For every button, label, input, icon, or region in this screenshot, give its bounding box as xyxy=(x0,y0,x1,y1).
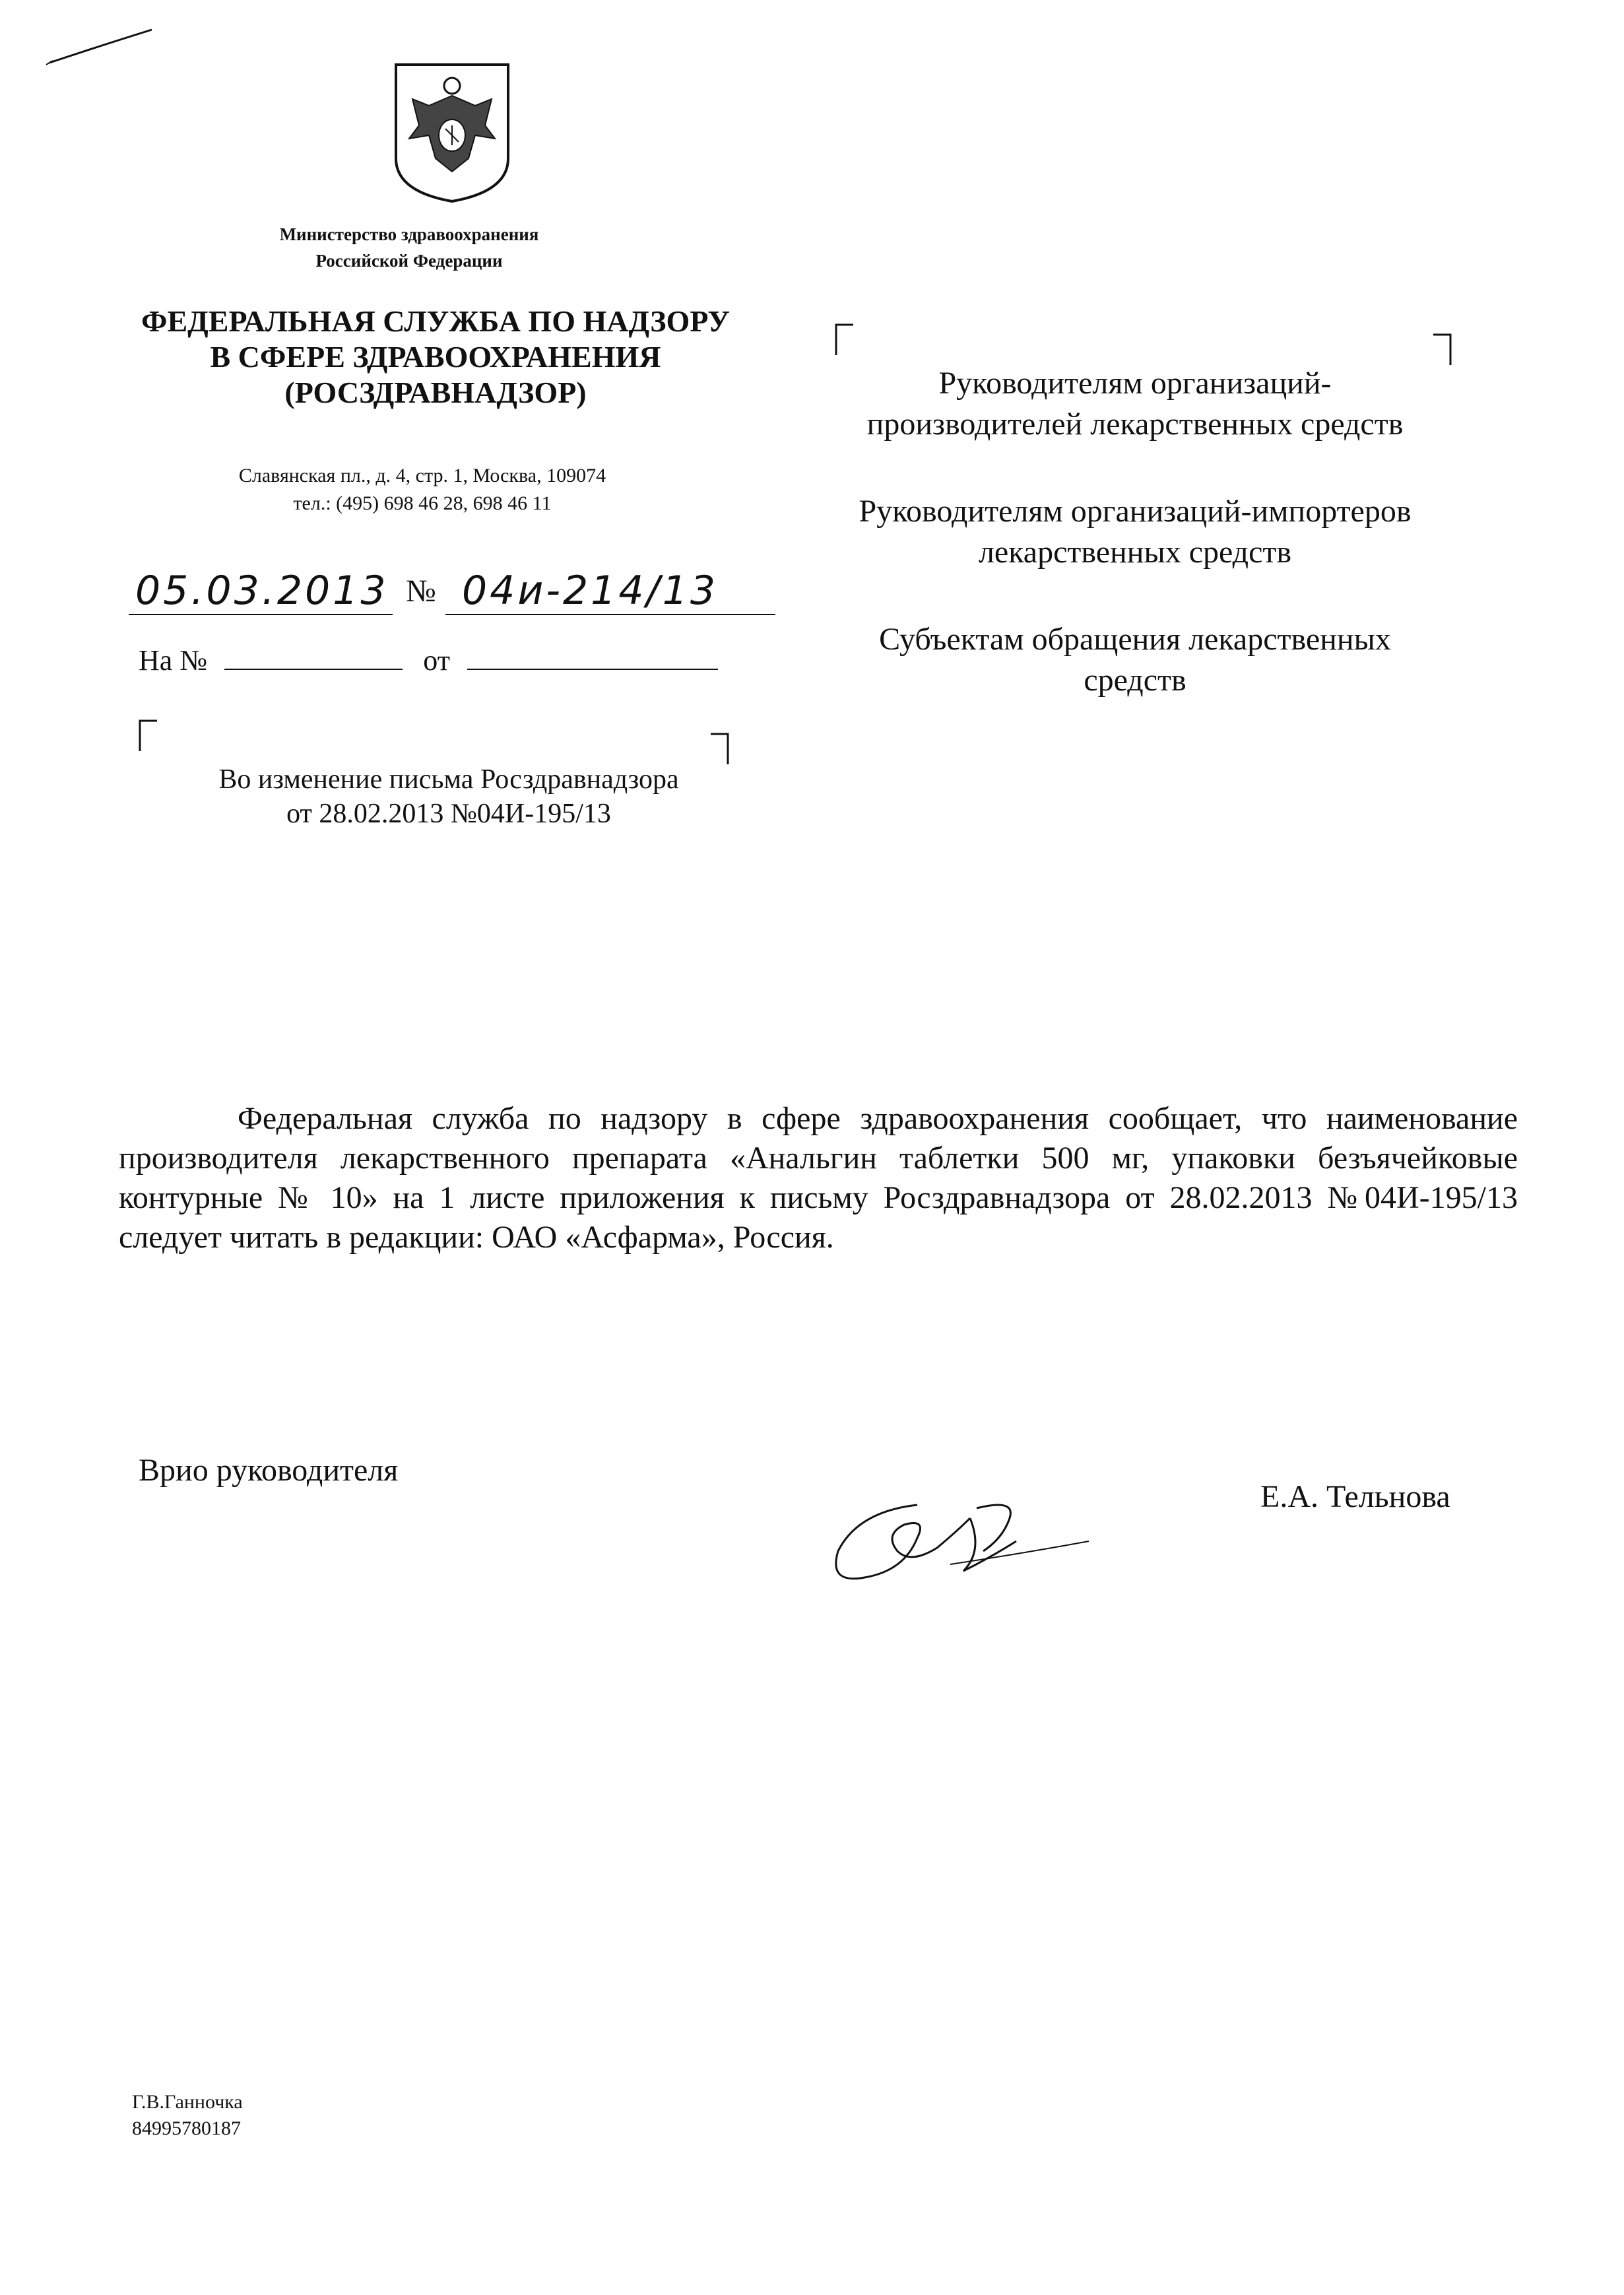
agency-line-2: В СФЕРЕ ЗДРАВООХРАНЕНИЯ xyxy=(210,340,661,374)
recipients-bracket-right xyxy=(1432,333,1452,366)
registration-date-underline xyxy=(129,614,393,615)
ministry-line-2: Российской Федерации xyxy=(315,251,503,271)
registration-number-underline xyxy=(445,614,775,615)
recipient-circulation-subjects: Субъектам обращения лекарственных средств xyxy=(879,622,1391,698)
registration-line xyxy=(129,568,789,620)
subject-line-2: от 28.02.2013 №04И-195/13 xyxy=(286,799,611,829)
subject-line-1: Во изменение письма Росздравнадзора xyxy=(218,764,679,795)
signatory-name: Е.А. Тельнова xyxy=(1260,1479,1450,1514)
executor-info xyxy=(132,2089,243,2142)
recipients-block xyxy=(831,363,1439,747)
address-line-2: тел.: (495) 698 46 28, 698 46 11 xyxy=(293,492,552,514)
recipients-bracket-left xyxy=(835,323,855,356)
ministry-name xyxy=(218,221,601,274)
subject-bracket-right xyxy=(709,733,729,766)
signatory-title: Врио руководителя xyxy=(139,1453,399,1488)
agency-line-1: ФЕДЕРАЛЬНАЯ СЛУЖБА ПО НАДЗОРУ xyxy=(141,304,731,338)
recipient-manufacturers: Руководителям организаций-производителей лекарственных средств xyxy=(866,366,1404,442)
agency-address xyxy=(132,462,713,517)
letter-subject xyxy=(152,762,746,831)
handwritten-signature xyxy=(818,1479,1095,1604)
reply-number-blank xyxy=(224,646,403,670)
recipient-importers: Руководителям организаций-импортеров лекарственных средств xyxy=(859,494,1412,570)
executor-phone: 84995780187 xyxy=(132,2117,241,2139)
agency-line-3: (РОСЗДРАВНАДЗОР) xyxy=(284,376,587,409)
registration-date: 05.03.2013 xyxy=(135,568,389,614)
pen-stroke-mark xyxy=(40,20,158,73)
reply-from-label: от xyxy=(423,644,450,677)
reply-reference-line xyxy=(139,644,718,677)
ministry-line-1: Министерство здравоохранения xyxy=(279,224,539,244)
subject-bracket-left xyxy=(139,719,158,752)
agency-name xyxy=(119,304,752,411)
address-line-1: Славянская пл., д. 4, стр. 1, Москва, 109074 xyxy=(238,465,606,486)
registration-number: 04и-214/13 xyxy=(462,568,719,614)
reply-date-blank xyxy=(467,646,718,670)
registration-number-sign: № xyxy=(406,574,436,609)
reply-number-label: На № xyxy=(139,644,208,677)
coat-of-arms-emblem xyxy=(389,59,515,205)
executor-name: Г.В.Ганночка xyxy=(132,2091,243,2113)
letter-body: Федеральная служба по надзору в сфере здравоохранения сообщает, что наименование производителя лекарственного препарата «Анальгин таблетки 500 мг, упаковки безъячейковые контурные № 10» на 1 листе приложения к письму Росздравнадзора от 28.02.2013 №04И-195/13 следует читать в редакции: ОАО «Асфарма», Россия. xyxy=(119,1101,1518,1255)
